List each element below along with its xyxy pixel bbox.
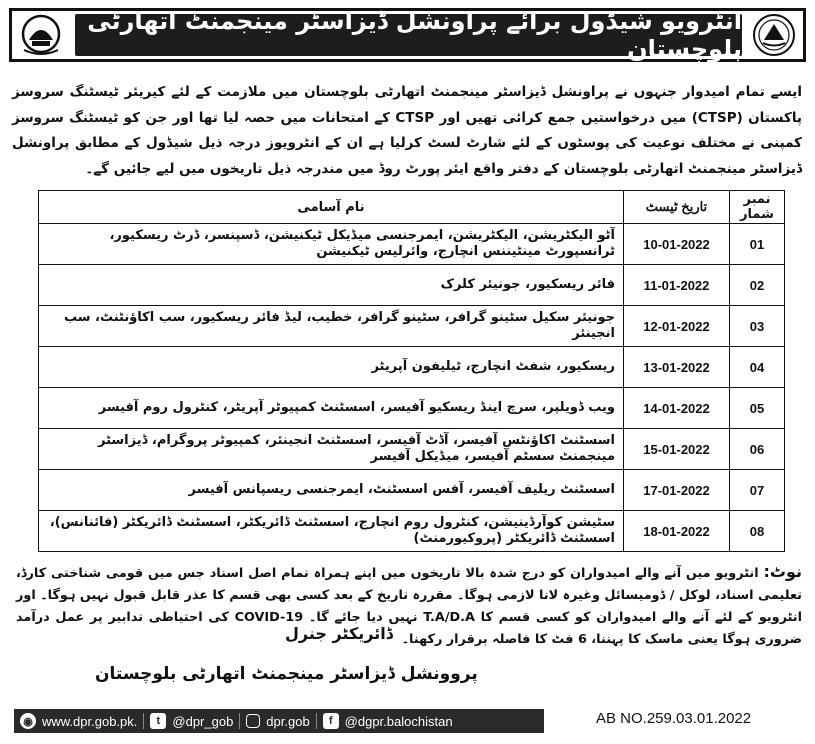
serial-number: 06 [730,429,785,470]
twitter-link[interactable]: @dpr_gob [172,713,234,729]
table-row [39,470,785,511]
pdma-logo-icon [749,12,799,58]
signature-title: ڈائریکٹر جنرل [285,624,393,643]
serial-number: 05 [730,388,785,429]
note-paragraph [16,561,802,651]
serial-number: 04 [730,347,785,388]
table-row [39,388,785,429]
test-date: 15-01-2022 [624,429,730,470]
table-row [39,347,785,388]
post-names: ویب ڈویلپر، سرچ اینڈ ریسکیو آفیسر، اسسٹنٹ کمپیوٹر آپریٹر، کنٹرول روم آفیسر [39,388,624,429]
table-row [39,306,785,347]
note-text: انٹرویو میں آنے والے امیدواران کو درج شدہ بالا تاریخوں میں اپنے ہمراہ تمام اصل اسناد جس میں قومی شناختی کارڈ، تعلیمی اسناد، لوکل / ڈومیسائل وغیرہ لانا لازمی ہوگا۔ مقررہ تاریخ کے بعد کسی بھی قسم کا عذر قابل قبول نہیں ہوگا۔ اور انٹرویو کے لئے آنے والے امیدواران کو کسی قسم کا T.A/D.A نہیں دیا جائے گا۔ COVID-19 کی احتیاطی تدابیر پر عمل درآمد ضروری ہوگا یعنی ماسک کا پہننا، 6 فٹ کا فاصلہ برقرار رکھنا۔ [16,566,802,647]
test-date: 14-01-2022 [624,388,730,429]
table-row [39,224,785,265]
table-row [39,429,785,470]
header [9,8,806,62]
facebook-icon: f [323,713,339,729]
divider [316,713,317,729]
test-date: 10-01-2022 [624,224,730,265]
divider [143,713,144,729]
table-row [39,265,785,306]
test-date: 11-01-2022 [624,265,730,306]
twitter-icon: t [150,713,166,729]
note-label: نوٹ: [763,562,802,581]
post-names: ریسکیور، شفٹ انچارج، ٹیلیفون آپریٹر [39,347,624,388]
post-names: آٹو الیکٹریشن، الیکٹریشن، ایمرجنسی میڈیکل ٹیکنیشن، ڈسپنسر، ڈرٹ ریسکیور، ٹرانسپورٹ مینٹیننس انچارج، وائرلیس ٹیکنیشن [39,224,624,265]
test-date: 18-01-2022 [624,511,730,552]
post-names: جونیئر سکیل سٹینو گرافر، سٹینو گرافر، خطیب، لیڈ فائر ریسکیور، سب اکاؤنٹنٹ، سب انجینئر [39,306,624,347]
serial-number: 07 [730,470,785,511]
column-header-date: تاریخ ٹیسٹ [624,191,730,224]
column-header-serial: نمبر شمار [730,191,785,224]
interview-schedule-table [38,190,785,552]
social-links-bar [14,709,544,733]
serial-number: 08 [730,511,785,552]
post-names: فائر ریسکیور، جونیئر کلرک [39,265,624,306]
post-names: اسسٹنٹ اکاؤنٹس آفیسر، آڈٹ آفیسر، اسسٹنٹ انجینئر، کمپیوٹر پروگرام، ڈیزاسٹر مینجمنٹ سسٹم آفیسر، میڈیکل آفیسر [39,429,624,470]
divider [239,713,240,729]
table-row [39,511,785,552]
test-date: 17-01-2022 [624,470,730,511]
page-title: انٹرویو شیڈول برائے پراونشل ڈیزاسٹر مینجمنٹ اتھارٹی بلوچستان [75,14,742,56]
facebook-link[interactable]: @dgpr.balochistan [344,713,453,729]
website-link[interactable]: www.dpr.gob.pk. [42,713,138,729]
post-names: سٹیشن کوآرڈینیشن، کنٹرول روم انچارج، اسسٹنٹ ڈائریکٹر، اسسٹنٹ ڈائریکٹر (فائنانس)، اسسٹنٹ ڈائریکٹر (پروکیورمنٹ) [39,511,624,552]
test-date: 12-01-2022 [624,306,730,347]
globe-icon: ◉ [20,713,36,729]
post-names: اسسٹنٹ ریلیف آفیسر، آفس اسسٹنٹ، ایمرجنسی ریسپانس آفیسر [39,470,624,511]
column-header-posts: نام آسامی [39,191,624,224]
instagram-link[interactable]: dpr.gob [266,713,310,729]
intro-paragraph: ایسے تمام امیدوار جنہوں نے پراونشل ڈیزاسٹر مینجمنٹ اتھارٹی بلوچستان میں ملازمت کے لئے کیریئر ٹیسٹنگ سروسز پاکستان (CTSP) میں درخواستیں جمع کرائی تھیں اور CTSP کے امتحانات میں حصہ لیا تھا اور جن کو ٹیسٹنگ سروسز کمپنی نے مختلف نوعیت کی پوسٹوں کے لئے شارٹ لسٹ کرلیا ہے ان کے انٹرویوز درجہ ذیل شیڈول کے مطابق پراونشل ڈیزاسٹر مینجمنٹ اتھارٹی بلوچستان کے دفتر واقع ایئر پورٹ روڈ میں مندرجہ ذیل تاریخوں میں لیے جائیں گے۔ [12,84,802,177]
serial-number: 03 [730,306,785,347]
serial-number: 01 [730,224,785,265]
test-date: 13-01-2022 [624,347,730,388]
reference-number: AB NO.259.03.01.2022 [596,710,752,727]
government-emblem-icon [16,12,66,58]
serial-number: 02 [730,265,785,306]
instagram-icon [246,714,260,728]
table-header-row [39,191,785,224]
signature-organization: پروونشل ڈیزاسٹر مینجمنٹ اتھارٹی بلوچستان [95,664,478,684]
